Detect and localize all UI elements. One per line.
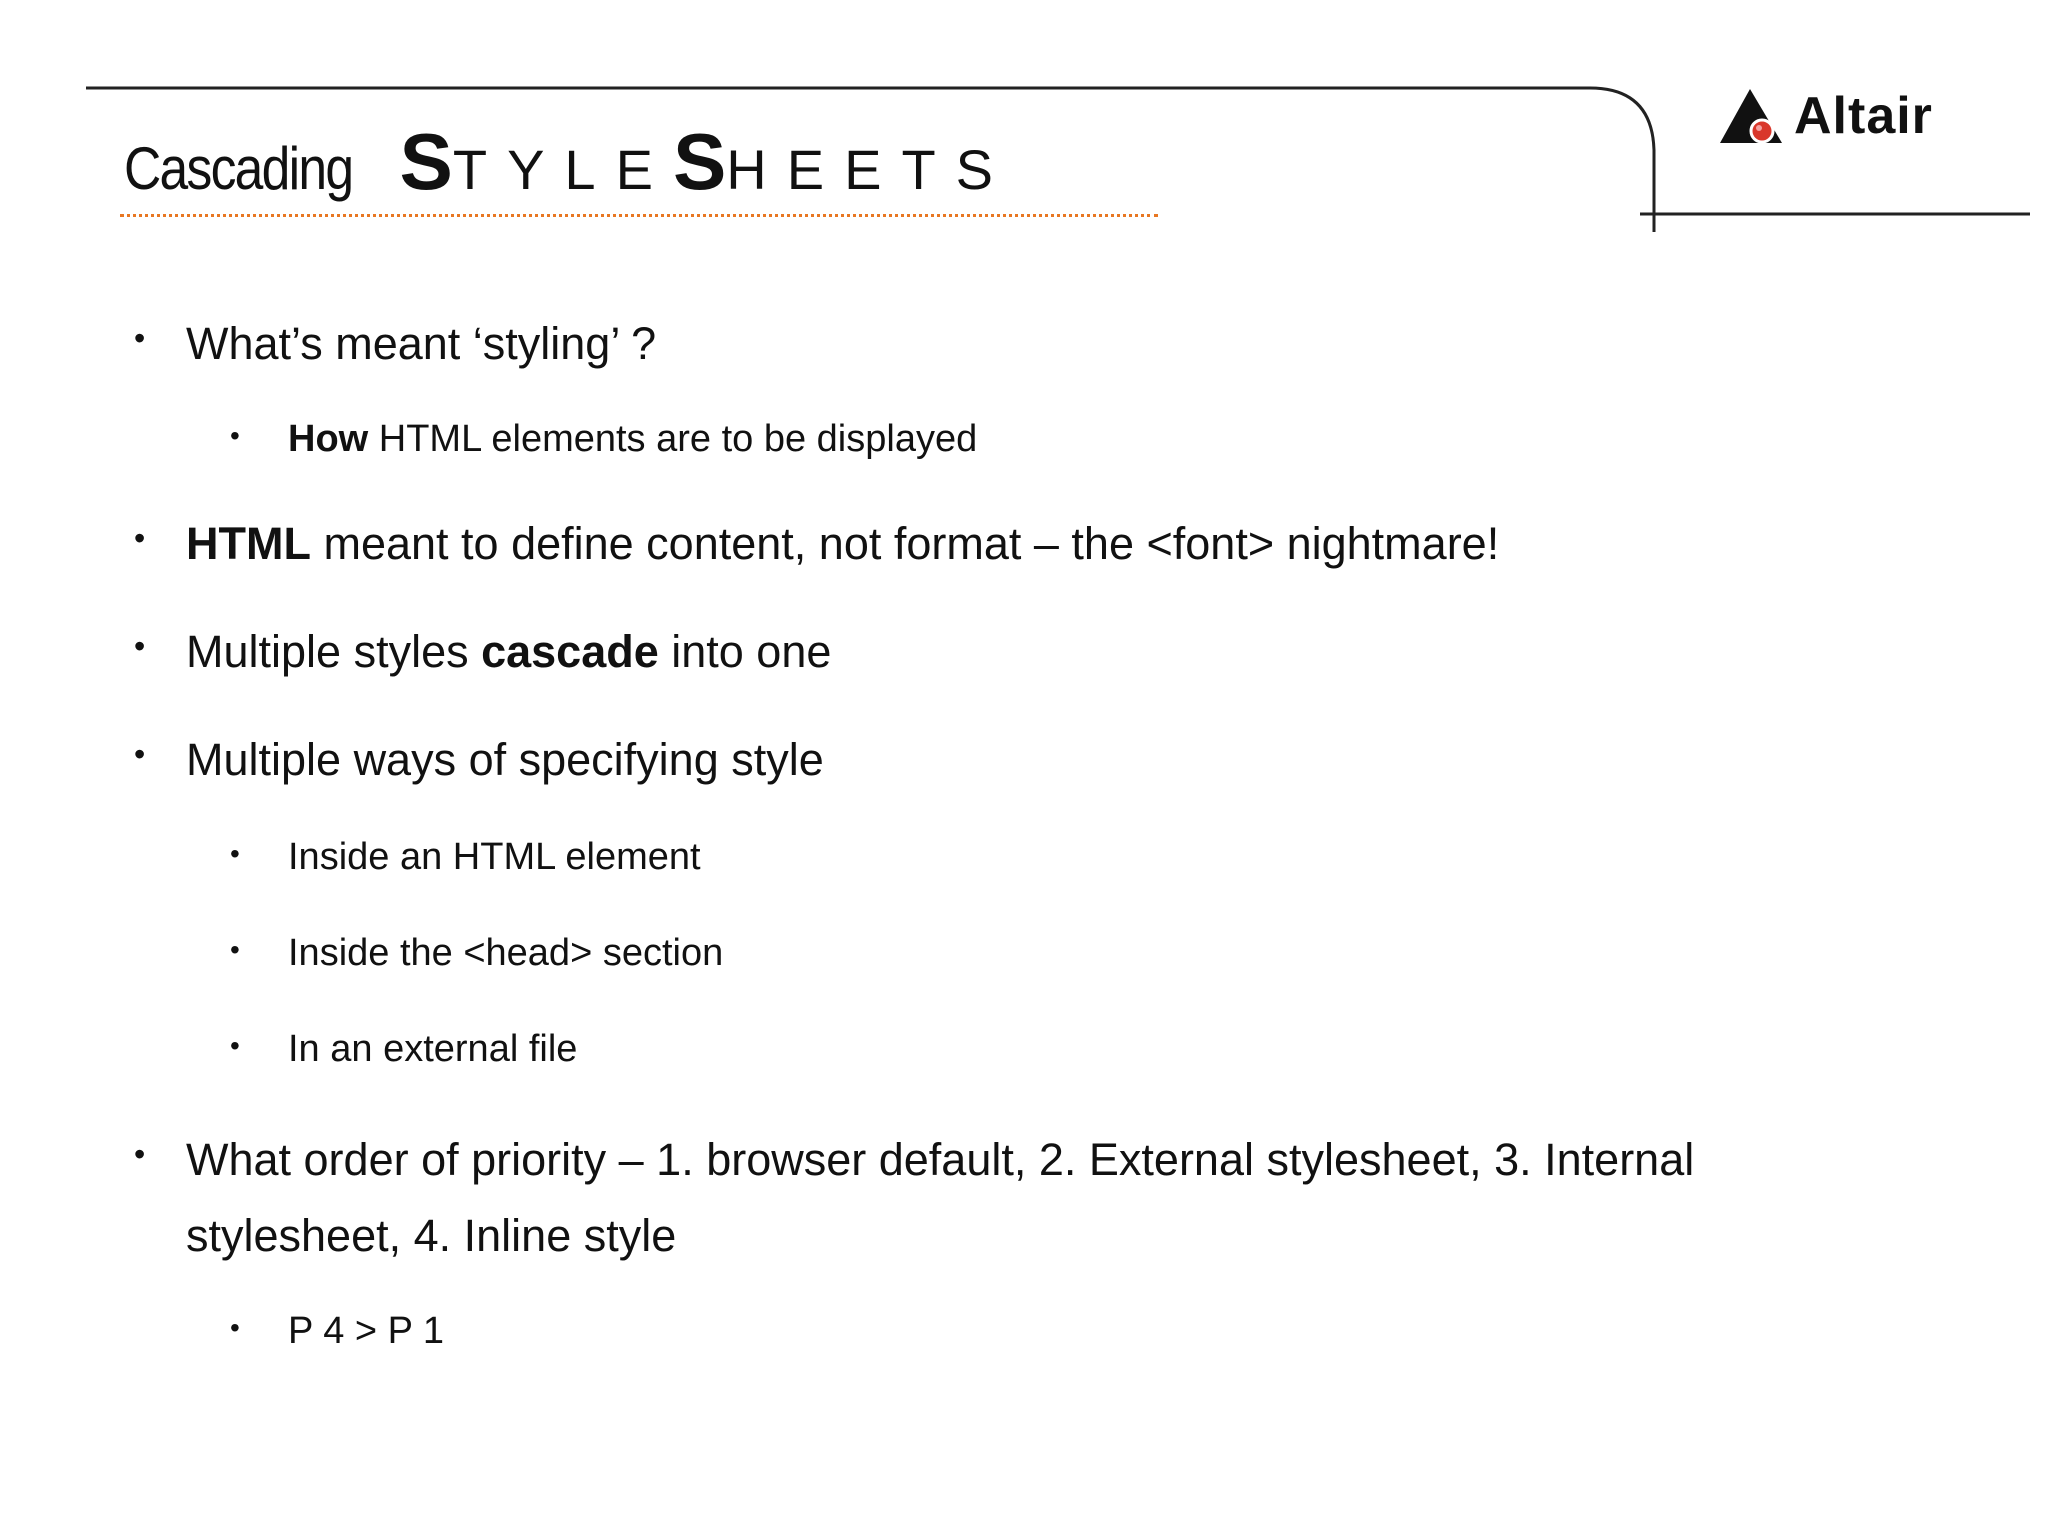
bullet-dot: • [134, 520, 146, 556]
bullet-text: Inside an HTML element [288, 836, 701, 878]
logo-text: Altair [1794, 87, 1933, 145]
sub-bullet-item [230, 418, 978, 461]
sub-bullet-item [230, 1028, 578, 1071]
bullet-text: HTML elements are to be displayed [368, 418, 978, 460]
bullet-item [134, 1134, 1695, 1186]
altair-triangle-logo-icon [1716, 87, 1788, 145]
bullet-text-bold: How [288, 418, 369, 460]
bullet-item [134, 626, 832, 678]
bullet-item [134, 518, 1500, 570]
bullet-dot: • [134, 628, 146, 664]
slide-title [124, 116, 1013, 206]
bullet-item [134, 734, 824, 786]
bullet-text: meant to define content, not format – the <font> nightmare! [310, 518, 1500, 569]
bullet-text-bold: HTML [186, 518, 311, 569]
bullet-dot: • [230, 420, 240, 451]
bullet-dot: • [134, 1136, 146, 1172]
bullet-dot: • [230, 1312, 240, 1343]
sub-bullet-item [230, 932, 724, 975]
altair-logo [1716, 86, 1933, 146]
title-heets: HEETS [726, 138, 1013, 201]
title-tyle: TYLE [452, 138, 673, 201]
title-word-cascading: Cascading [124, 135, 353, 202]
bullet-dot: • [230, 838, 240, 869]
bullet-item [134, 318, 657, 370]
bullet-text: What’s meant ‘styling’ ? [186, 318, 657, 369]
title-underline [120, 214, 1158, 217]
bullet-text: Multiple styles [186, 626, 482, 677]
bullet-text: Inside the <head> section [288, 932, 724, 974]
bullet-dot: • [134, 736, 146, 772]
bullet-dot: • [134, 320, 146, 356]
bullet-text: into one [658, 626, 832, 677]
bullet-dot: • [230, 1030, 240, 1061]
bullet-item [186, 1210, 676, 1262]
bullet-text: stylesheet, 4. Inline style [186, 1210, 677, 1261]
title-cap-s1: S [399, 117, 453, 206]
bullet-text: P 4 > P 1 [288, 1310, 445, 1352]
sub-bullet-item [230, 836, 701, 879]
bullet-text: In an external file [288, 1028, 578, 1070]
sub-bullet-item [230, 1310, 445, 1353]
title-cap-s2: S [672, 117, 727, 206]
bullet-text: Multiple ways of specifying style [186, 734, 824, 785]
bullet-text: What order of priority – 1. browser default, 2. External stylesheet, 3. Internal [186, 1134, 1695, 1185]
bullet-text-bold: cascade [481, 626, 659, 677]
bullet-dot: • [230, 934, 240, 965]
title-stylesheets [400, 116, 1013, 208]
